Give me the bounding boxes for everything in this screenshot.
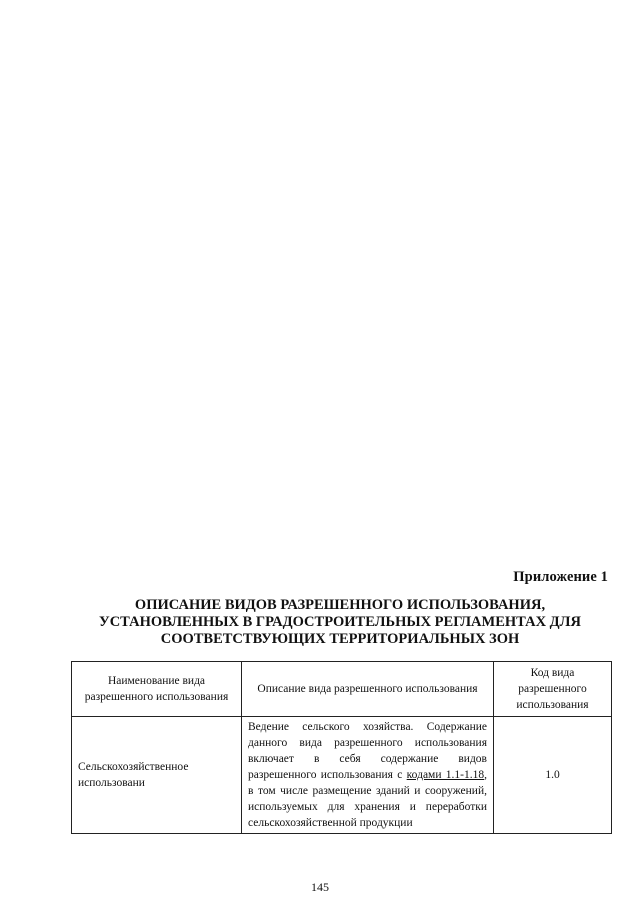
document-title xyxy=(70,597,610,648)
title-line: ОПИСАНИЕ ВИДОВ РАЗРЕШЕННОГО ИСПОЛЬЗОВАНИЯ, xyxy=(134,597,546,613)
land-use-table xyxy=(71,661,612,834)
header-description: Описание вида разрешенного использования xyxy=(242,662,494,717)
use-type-code: 1.0 xyxy=(494,717,612,834)
table-header-row xyxy=(72,662,612,717)
use-type-name: Сельскохозяйственное использовани xyxy=(72,717,242,834)
header-code: Код вида разрешенного использования xyxy=(494,662,612,717)
header-name: Наименование вида разрешенного использования xyxy=(72,662,242,717)
codes-reference-link[interactable]: кодами 1.1-1.18 xyxy=(406,769,485,781)
description-text: Ведение сельского хозяйства. Содержание данного вида разрешенного использования включает в себя содержание видов разрешенного использования с xyxy=(248,721,487,781)
table-row xyxy=(72,717,612,834)
title-line: УСТАНОВЛЕННЫХ В ГРАДОСТРОИТЕЛЬНЫХ РЕГЛАМЕНТАХ ДЛЯ xyxy=(99,614,581,630)
appendix-label: Приложение 1 xyxy=(513,569,608,585)
use-type-description xyxy=(242,717,494,834)
title-line: СООТВЕТСТВУЮЩИХ ТЕРРИТОРИАЛЬНЫХ ЗОН xyxy=(160,631,520,647)
description-text-continued: , в том числе размещение зданий и сооружений, используемых для хранения и переработки сельскохозяйственной продукции xyxy=(248,769,487,829)
page-number: 145 xyxy=(311,880,329,894)
